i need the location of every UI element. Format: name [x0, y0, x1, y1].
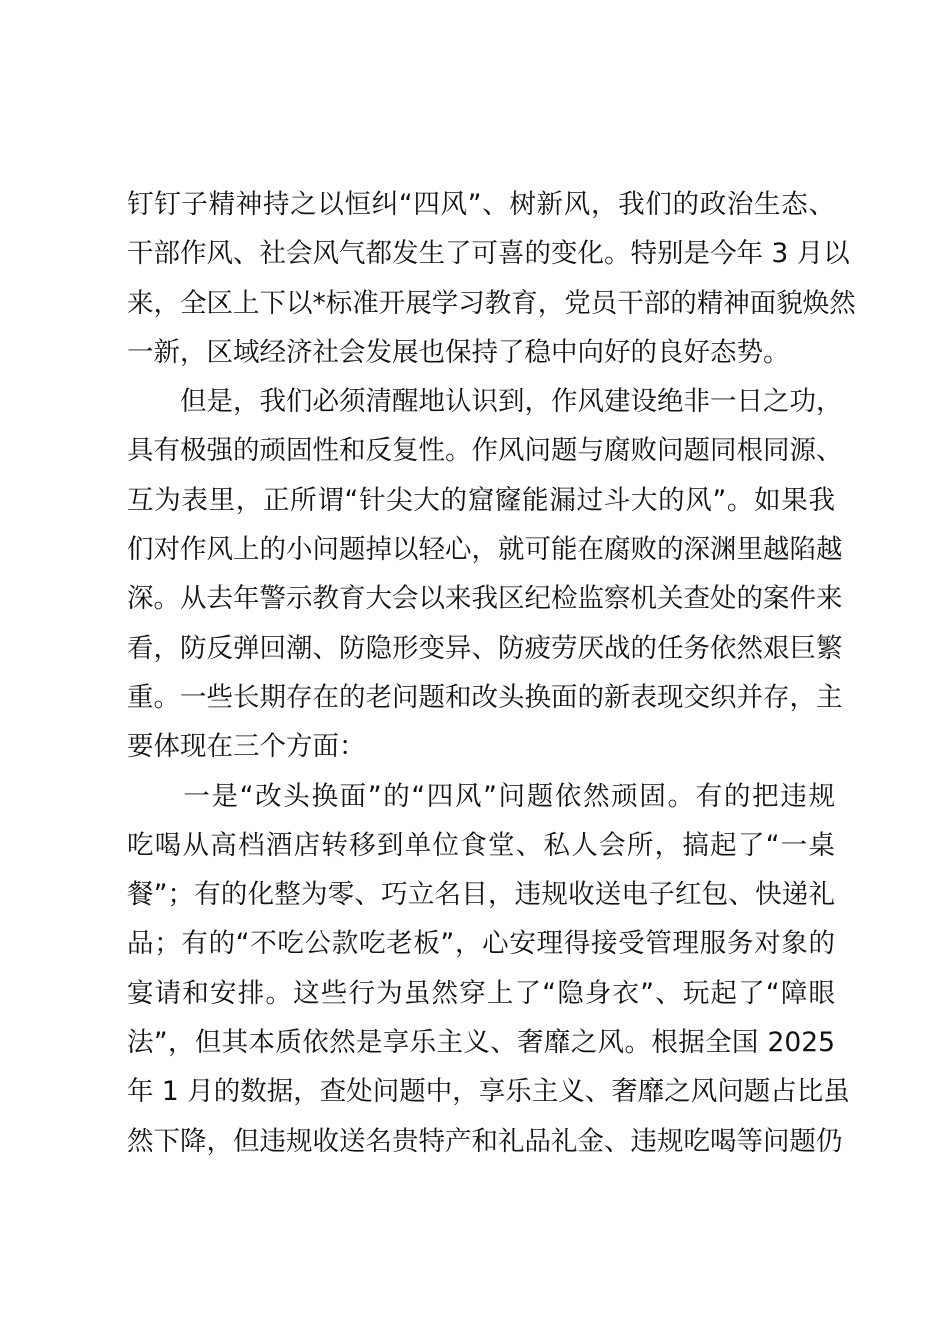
- text-line: 深。从去年警示教育大会以来我区纪检监察机关查处的案件来: [127, 583, 843, 615]
- text-line: 看，防反弹回潮、防隐形变异、防疲劳厌战的任务依然艰巨繁: [127, 632, 843, 664]
- text-line: 一新，区域经济社会发展也保持了稳中向好的良好态势。: [127, 336, 790, 368]
- text-line: 要体现在三个方面：: [127, 731, 366, 763]
- text-line: 钉钉子精神持之以恒纠“四风”、树新风，我们的政治生态、: [127, 189, 835, 220]
- text-line: 法”，但其本质依然是享乐主义、奢靡之风。根据全国 2025: [127, 1027, 835, 1059]
- text-line: 重。一些长期存在的老问题和改头换面的新表现交织并存，主: [127, 681, 843, 713]
- text-line: 互为表里，正所谓“针尖大的窟窿能漏过斗大的风”。如果我: [127, 484, 835, 516]
- text-line: 一是“改头换面”的“四风”问题依然顽固。有的把违规: [127, 780, 835, 812]
- text-line: 干部作风、社会风气都发生了可喜的变化。特别是今年 3 月以: [127, 238, 850, 270]
- text-line: 具有极强的顽固性和反复性。作风问题与腐败问题同根同源、: [127, 435, 843, 467]
- text-line: 餐”；有的化整为零、巧立名目，违规收送电子红包、快递礼: [127, 879, 835, 911]
- text-line: 但是，我们必须清醒地认识到，作风建设绝非一日之功，: [127, 386, 843, 418]
- text-line: 宴请和安排。这些行为虽然穿上了“隐身衣”、玩起了“障眼: [127, 977, 835, 1009]
- document-body: [127, 180, 856, 1166]
- text-line: 们对作风上的小问题掉以轻心，就可能在腐败的深渊里越陷越: [127, 534, 843, 566]
- text-line: 吃喝从高档酒店转移到单位食堂、私人会所，搞起了“一桌: [127, 829, 835, 861]
- text-line: 来，全区上下以*标准开展学习教育，党员干部的精神面貌焕然: [127, 287, 856, 319]
- text-line: 年 1 月的数据，查处问题中，享乐主义、奢靡之风问题占比虽: [127, 1076, 850, 1108]
- text-line: 然下降，但违规收送名贵特产和礼品礼金、违规吃喝等问题仍: [127, 1125, 843, 1157]
- text-line: 品；有的“不吃公款吃老板”，心安理得接受管理服务对象的: [127, 928, 835, 960]
